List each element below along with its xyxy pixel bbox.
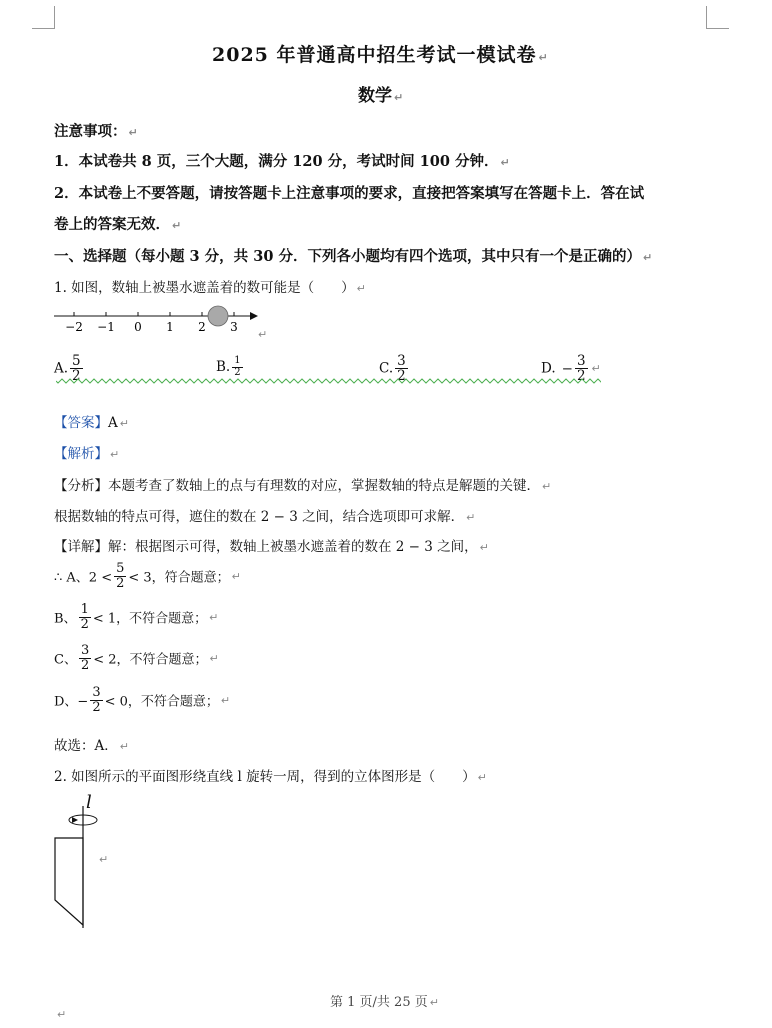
number-line-arrow <box>250 312 258 320</box>
number-line-tick-label: 2 <box>198 320 206 334</box>
figure-return-mark: ↵ <box>258 328 268 341</box>
q1-analysis-tag: 【解析】 ↵ <box>54 446 120 462</box>
q1-conclusion: 故选：A． ↵ <box>54 738 129 754</box>
number-line-tick-label: −2 <box>65 320 83 334</box>
number-line-tick-label: 0 <box>134 320 142 334</box>
q1-step-c: C、 $\frac{3}{2}$ < 2，不符合题意； ↵ <box>54 643 219 673</box>
notice-item-2-line-2: 卷上的答案无效． ↵ <box>54 216 182 233</box>
rotation-arrowhead <box>72 817 78 823</box>
q1-xiangjie: 【详解】解：根据图示可得，数轴上被墨水遮盖着的数在 2 − 3 之间， ↵ <box>54 539 489 555</box>
q1-fenxi: 【分析】本题考查了数轴上的点与有理数的对应，掌握数轴的特点是解题的关键． ↵ <box>54 478 552 494</box>
notice-item-1: 1．本试卷共 8 页，三个大题，满分 120 分，考试时间 100 分钟． ↵ <box>54 153 510 170</box>
q2-stem: 2. 如图所示的平面图形绕直线 l 旋转一周，得到的立体图形是（ ） ↵ <box>54 769 487 785</box>
q1-option-d: D. − $\frac{3}{2}$ ↵ <box>541 353 601 385</box>
end-return-mark: ↵ <box>57 1008 67 1021</box>
figure-return-mark-2: ↵ <box>99 853 109 866</box>
q1-option-a: A. $\frac{5}{2}$ <box>54 353 81 385</box>
grammar-squiggle <box>56 378 601 384</box>
number-line-tick-label: 1 <box>166 320 174 334</box>
q1-step-d: D、− $\frac{3}{2}$ < 0，不符合题意； ↵ <box>54 685 231 715</box>
number-line-tick-label: 3 <box>230 320 238 334</box>
q1-answer: 【答案】A ↵ <box>54 415 129 431</box>
notice-heading: 注意事项： ↵ <box>54 123 138 140</box>
notice-item-2-line-1: 2．本试卷上不要答题，请按答题卡上注意事项的要求，直接把答案填写在答题卡上．答在试 <box>54 185 645 202</box>
page-footer: 第 1 页/共 25 页 ↵ <box>330 995 439 1010</box>
doc-title: 2025 年普通高中招生考试一模试卷 ↵ <box>212 44 549 66</box>
q1-number-line-figure <box>50 300 280 340</box>
q1-step-a: ∴ A、2 < $\frac{5}{2}$ < 3，符合题意； ↵ <box>54 561 241 591</box>
axis-label-l: l <box>86 792 92 813</box>
crop-mark-top-left <box>32 6 55 29</box>
q1-step-b: B、 $\frac{1}{2}$ < 1，不符合题意； ↵ <box>54 602 219 632</box>
q1-option-c: C. $\frac{3}{2}$ <box>379 353 406 385</box>
number-line-tick-label: −1 <box>97 320 115 334</box>
ink-blot <box>208 306 228 326</box>
q1-option-b: B. $\frac{1}{2}$ <box>216 355 241 378</box>
crop-mark-top-right <box>706 6 729 29</box>
doc-subject: 数学 ↵ <box>358 86 404 106</box>
section-1-heading: 一、选择题（每小题 3 分，共 30 分．下列各小题均有四个选项，其中只有一个是正确的） ↵ <box>54 248 653 265</box>
q1-stem: 1. 如图，数轴上被墨水遮盖着的数可能是（ ） ↵ <box>54 280 366 296</box>
plane-shape <box>55 838 83 925</box>
q1-reason-line: 根据数轴的特点可得，遮住的数在 2 − 3 之间，结合选项即可求解． ↵ <box>54 509 476 525</box>
